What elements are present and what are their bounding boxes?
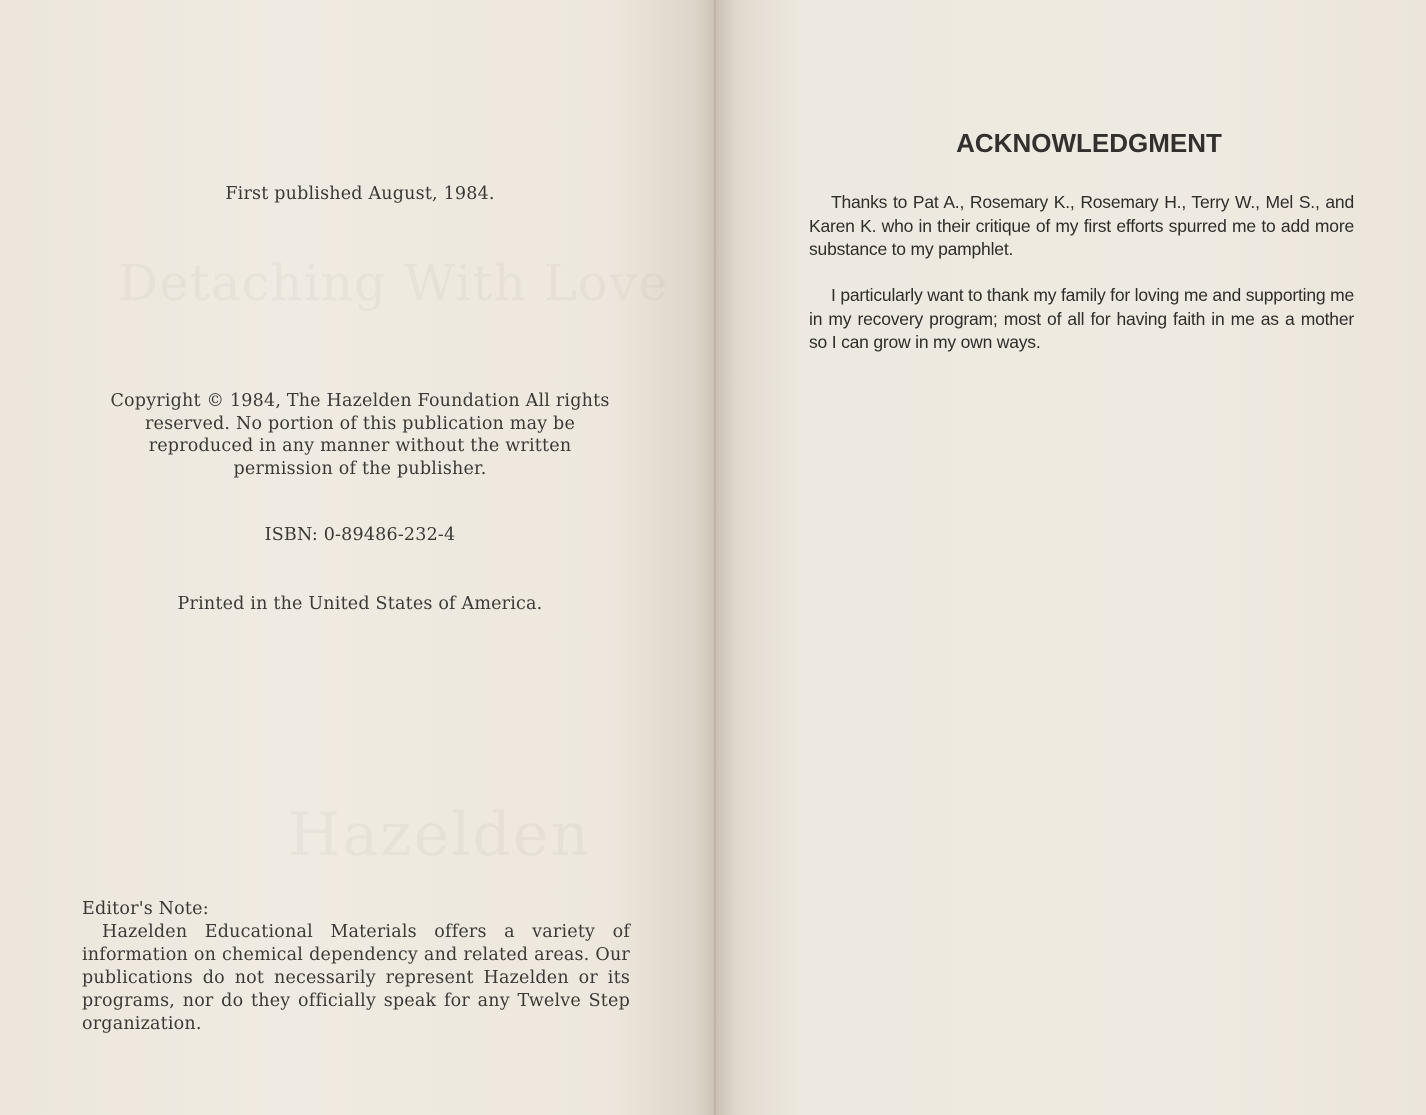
first-published-line: First published August, 1984. <box>225 184 495 204</box>
acknowledgment-heading: ACKNOWLEDGMENT <box>956 128 1222 158</box>
bleed-through-publisher-logo: Hazelden <box>288 800 591 870</box>
copyright-notice: Copyright © 1984, The Hazelden Foundation All rights reserved. No portion of this publication may be reproduced in any manner without the written permission of the publisher. <box>110 391 610 479</box>
editor-note <box>82 898 630 1036</box>
isbn-line: ISBN: 0-89486-232-4 <box>264 525 456 545</box>
acknowledgment-paragraph-2: I particularly want to thank my family for loving me and supporting me in my recovery program; most of all for having faith in me as a mother so I can grow in my own ways. <box>809 285 1354 352</box>
right-page <box>716 0 1426 1115</box>
printed-in-line: Printed in the United States of America. <box>177 594 543 614</box>
bleed-through-title: Detaching With Love <box>118 254 669 312</box>
editor-note-heading: Editor's Note: <box>82 899 209 919</box>
editor-note-body: Hazelden Educational Materials offers a variety of information on chemical dependency and related areas. Our publications do not necessarily represent Hazelden or its programs, nor do they officially speak for any Twelve Step organization. <box>82 922 630 1034</box>
acknowledgment-paragraph-1: Thanks to Pat A., Rosemary K., Rosemary H., Terry W., Mel S., and Karen K. who in their critique of my first efforts spurred me to add more substance to my pamphlet. <box>809 192 1354 259</box>
